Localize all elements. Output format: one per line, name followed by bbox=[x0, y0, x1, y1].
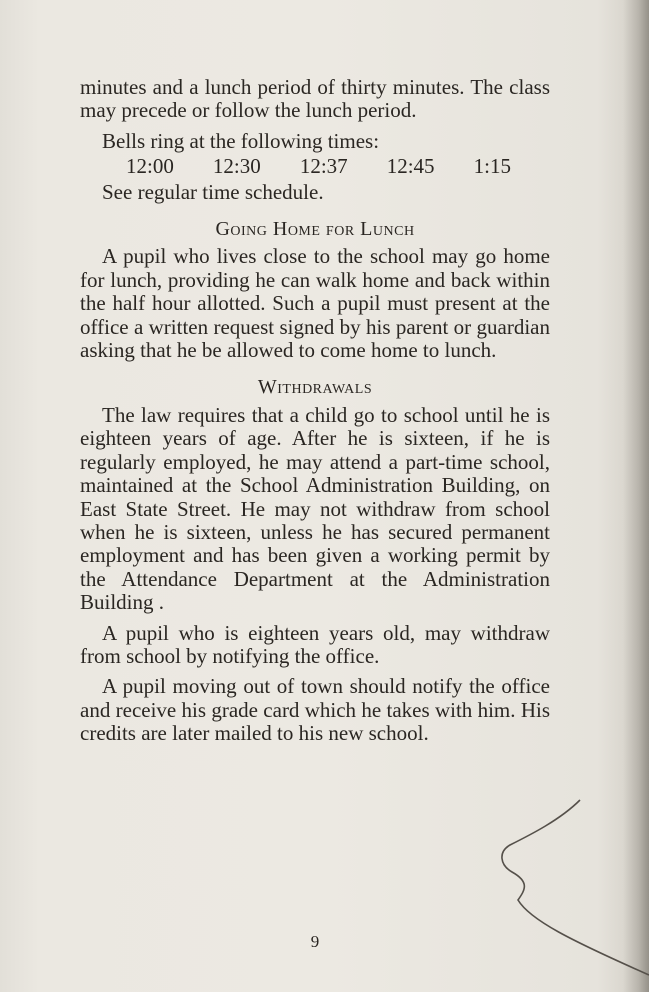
bell-time: 12:37 bbox=[299, 154, 348, 179]
bell-times bbox=[126, 155, 511, 178]
bell-time: 12:45 bbox=[386, 154, 435, 179]
section-heading-withdrawals: Withdrawals bbox=[257, 376, 373, 399]
intro-text-continued bbox=[80, 76, 550, 123]
schedule-note: See regular time schedule. bbox=[102, 179, 324, 204]
page-number: 9 bbox=[310, 932, 320, 951]
paragraph-withdrawals-eighteen: A pupil who is eighteen years old, may withdraw from school by notifying the office. bbox=[80, 620, 550, 668]
bell-time: 12:30 bbox=[212, 154, 261, 179]
page-text bbox=[80, 76, 550, 746]
section-heading-lunch: Going Home for Lunch bbox=[215, 218, 415, 241]
bells-intro: Bells ring at the following times: bbox=[102, 128, 380, 153]
intro-line-2: The class may precede or follow the lunch period. bbox=[80, 75, 550, 123]
paragraph-withdrawals-moving: A pupil moving out of town should notify the office and receive his grade card which he takes with him. His credits are later mailed to his new school. bbox=[80, 674, 550, 746]
pencil-mark-icon bbox=[490, 790, 649, 990]
bell-time: 1:15 bbox=[473, 154, 511, 179]
intro-line-1: minutes and a lunch period of thirty minutes. bbox=[80, 75, 465, 99]
paragraph-withdrawals-law: The law requires that a child go to school until he is eighteen years of age. After he is sixteen, if he is regularly employed, he may attend a part-time school, maintained at the School Administration Building, on East State Street. He may not withdraw from school when he is sixteen, unless he has secured permanent employment and has been given a working permit by the Attendance Department at the Administration Building . bbox=[80, 402, 550, 615]
paragraph-lunch: A pupil who lives close to the school may go home for lunch, providing he can walk home and back within the half hour allotted. Such a pupil must present at the office a written request signed by his parent or guardian asking that he be allowed to come home to lunch. bbox=[80, 244, 550, 363]
bell-time: 12:00 bbox=[126, 154, 174, 179]
